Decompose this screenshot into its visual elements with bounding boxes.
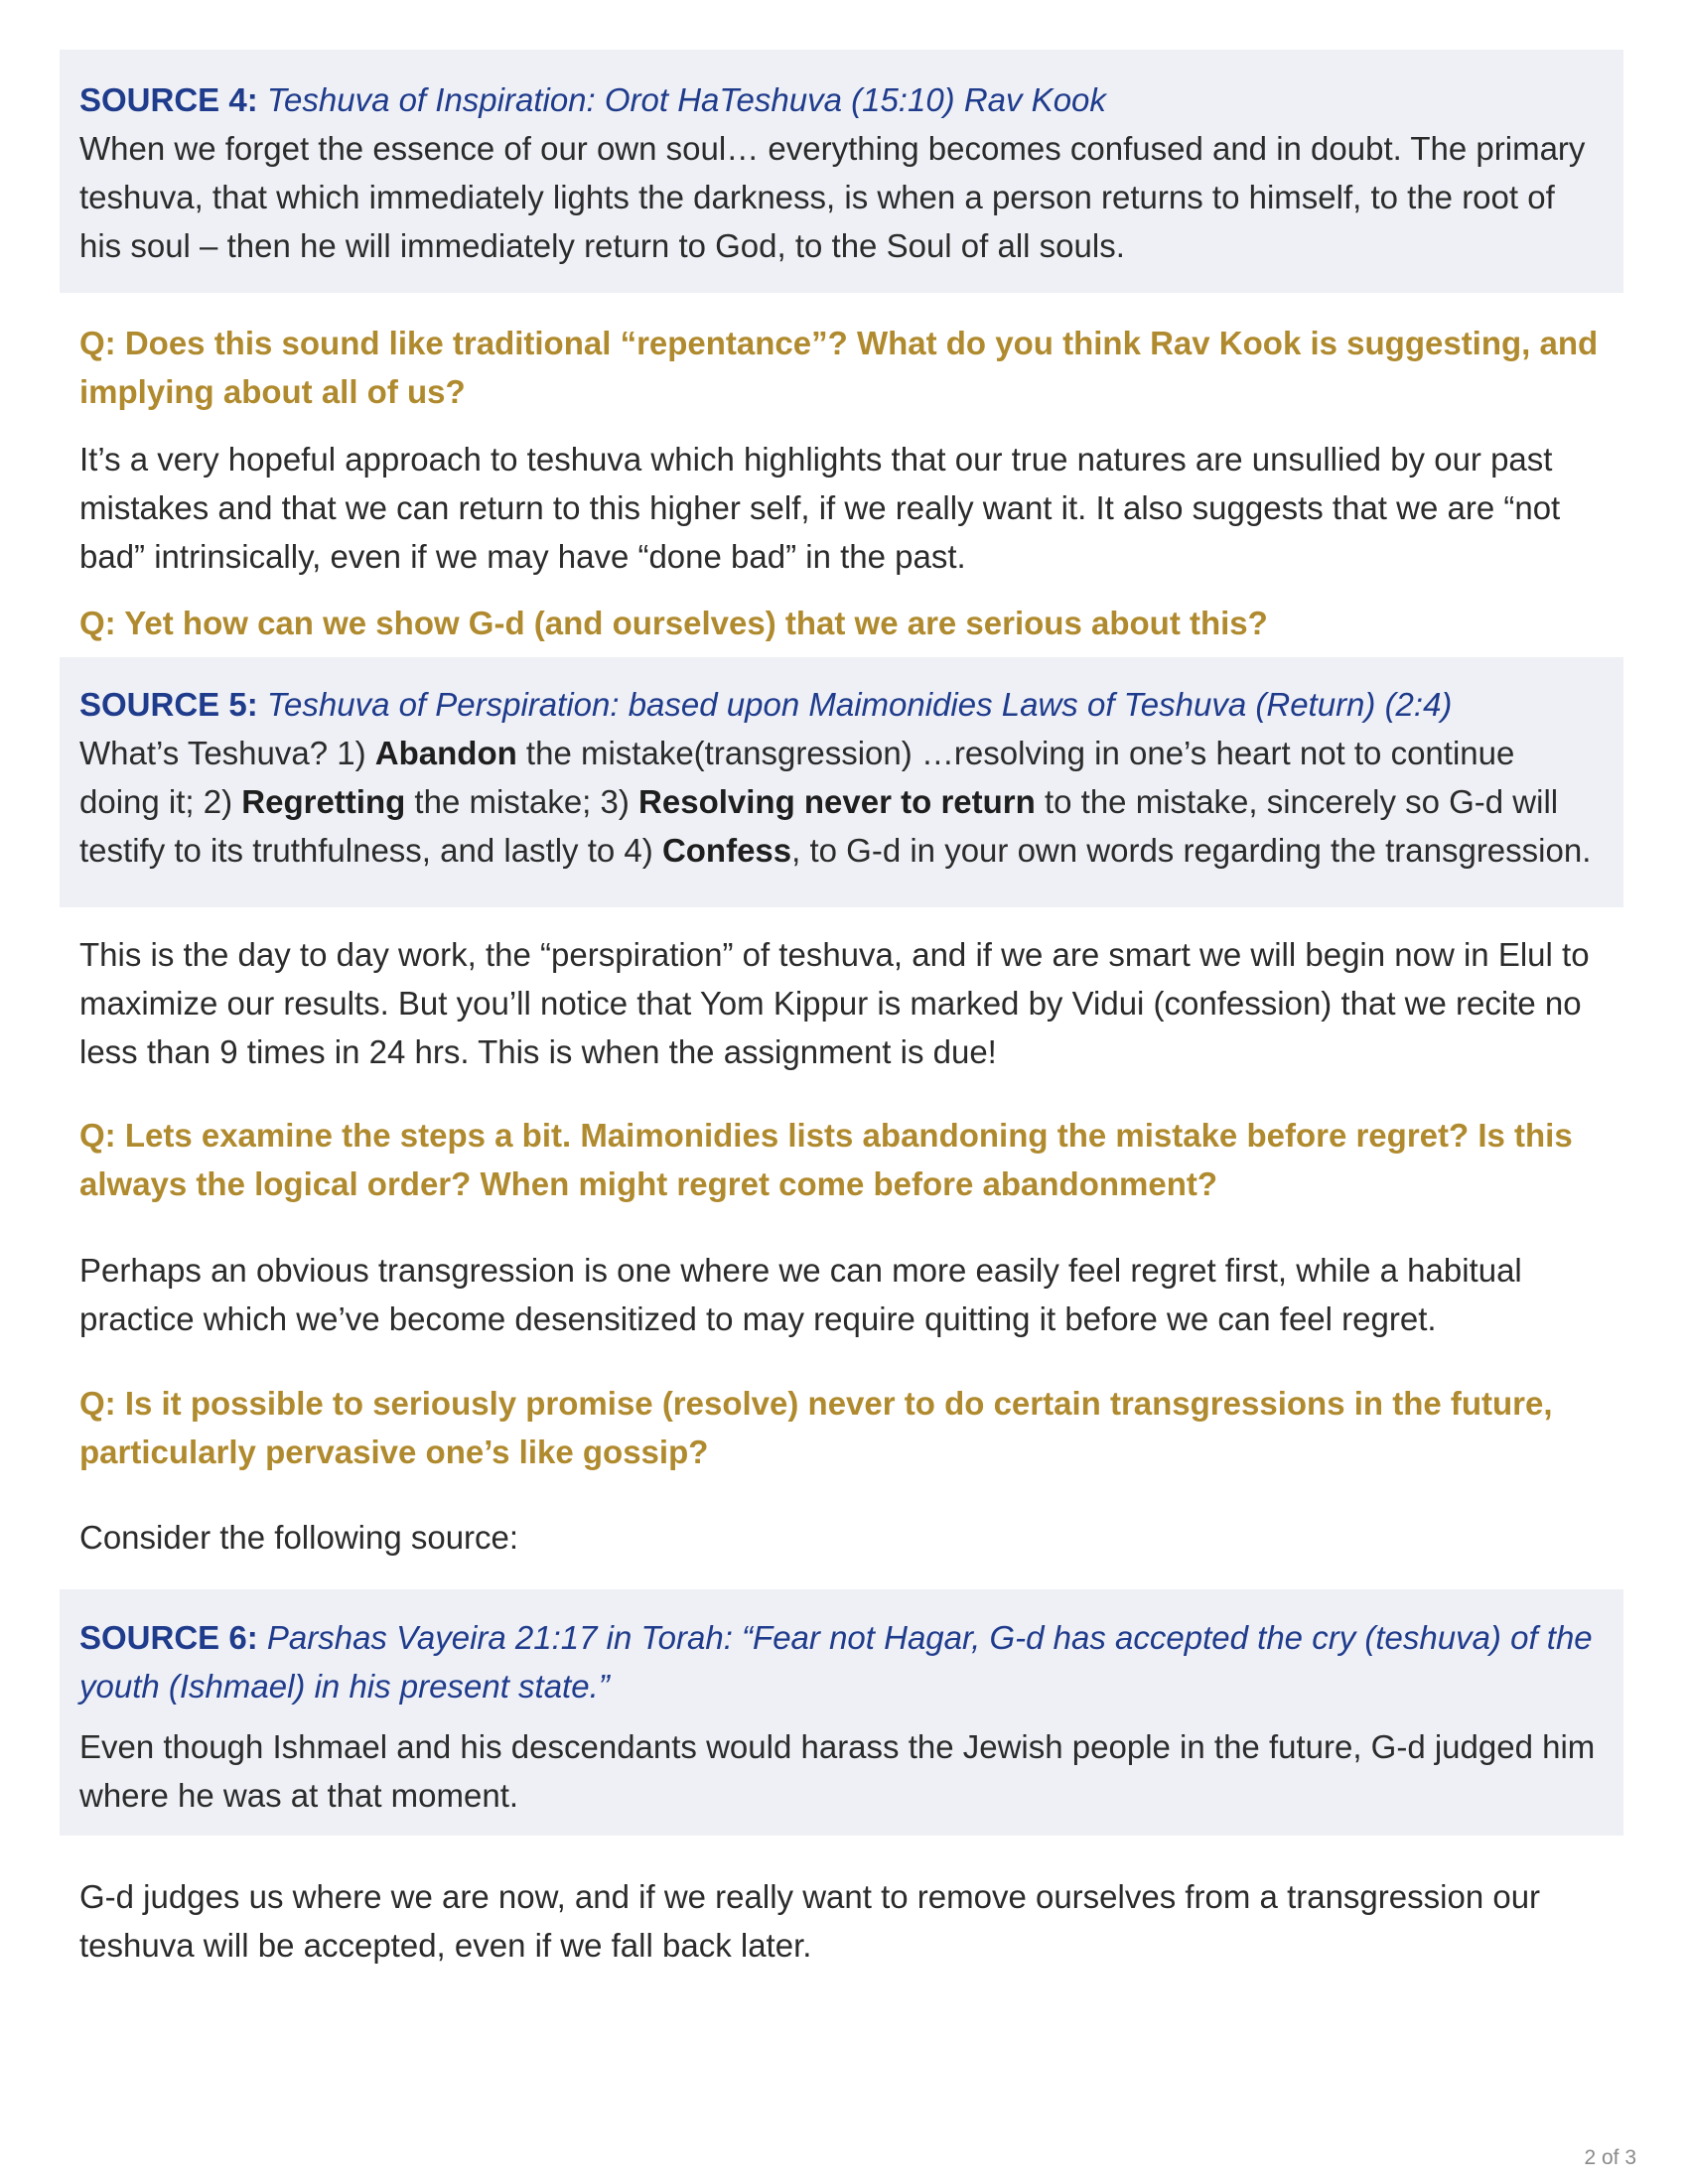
source-4-text: When we forget the essence of our own soul… everything becomes confused and in doubt. The primary teshuva, that which immediately lights the darkness, is when a person returns to himself, to the root of his soul – then he will immediately return to God, to the Soul of all souls. xyxy=(79,130,1586,264)
answer-1: It’s a very hopeful approach to teshuva which highlights that our true natures are unsullied by our past mistakes and that we can return to this higher self, if we really want it. It also suggests that we are “not bad” intrinsically, even if we may have “done bad” in the past. xyxy=(79,441,1561,575)
keyword-abandon: Abandon xyxy=(374,735,517,771)
source-5-text-1: What’s Teshuva? 1) xyxy=(79,735,375,771)
page-number: 2 of 3 xyxy=(1584,2146,1636,2169)
keyword-resolving: Resolving never to return xyxy=(638,783,1036,820)
keyword-confess: Confess xyxy=(661,832,792,869)
source-5-heading xyxy=(79,680,1604,729)
source-5-text-5: , to G-d in your own words regarding the transgression. xyxy=(791,832,1592,869)
source-6-citation: Parshas Vayeira 21:17 in Torah: “Fear not Hagar, G-d has accepted the cry (teshuva) of the youth (Ishmael) in his present state.” xyxy=(79,1619,1593,1705)
question-4-block xyxy=(79,1379,1623,1476)
answer-5-block xyxy=(79,1872,1623,1970)
question-1-block xyxy=(79,319,1623,416)
source-5-box xyxy=(60,657,1623,907)
question-3-block xyxy=(79,1111,1623,1208)
answer-2: This is the day to day work, the “perspiration” of teshuva, and if we are smart we will begin now in Elul to maximize our results. But you’ll notice that Yom Kippur is marked by Vidui (confession) that we recite no less than 9 times in 24 hrs. This is when the assignment is due! xyxy=(79,936,1590,1070)
source-5-text-4: to the mistake, sincerely so G-d will testify to its truthfulness, and lastly to 4) xyxy=(79,783,1559,869)
source-6-text: Even though Ishmael and his descendants would harass the Jewish people in the future, G-d judged him where he was at that moment. xyxy=(79,1728,1596,1814)
source-5-text-2: the mistake(transgression) …resolving in one’s heart not to continue doing it; 2) xyxy=(79,735,1515,820)
source-4-heading xyxy=(79,75,1604,124)
question-1: Q: Does this sound like traditional “repentance”? What do you think Rav Kook is suggesting, and implying about all of us? xyxy=(79,325,1599,410)
source-5-label: SOURCE 5: xyxy=(79,686,258,723)
answer-4-block xyxy=(79,1513,1623,1562)
answer-3-block xyxy=(79,1246,1623,1343)
answer-1-block xyxy=(79,435,1623,581)
question-2-block xyxy=(79,599,1623,647)
source-6-box xyxy=(60,1589,1623,1836)
answer-2-block xyxy=(79,930,1623,1076)
answer-5: G-d judges us where we are now, and if we really want to remove ourselves from a transgression our teshuva will be accepted, even if we fall back later. xyxy=(79,1878,1541,1964)
source-5-text xyxy=(79,729,1604,875)
question-4: Q: Is it possible to seriously promise (resolve) never to do certain transgressions in the future, particularly pervasive one’s like gossip? xyxy=(79,1385,1553,1470)
source-4-label: SOURCE 4: xyxy=(79,81,258,118)
question-3: Q: Lets examine the steps a bit. Maimonidies lists abandoning the mistake before regret? Is this always the logical order? When might regret come before abandonment? xyxy=(79,1117,1573,1202)
source-4-box xyxy=(60,50,1623,293)
answer-4: Consider the following source: xyxy=(79,1519,519,1556)
source-5-text-3: the mistake; 3) xyxy=(405,783,639,820)
source-6-label: SOURCE 6: xyxy=(79,1619,258,1656)
answer-3: Perhaps an obvious transgression is one where we can more easily feel regret first, while a habitual practice which we’ve become desensitized to may require quitting it before we can feel regret. xyxy=(79,1252,1522,1337)
source-6-heading xyxy=(79,1613,1604,1710)
keyword-regretting: Regretting xyxy=(241,783,406,820)
question-2: Q: Yet how can we show G-d (and ourselves) that we are serious about this? xyxy=(79,605,1268,641)
source-4-citation: Teshuva of Inspiration: Orot HaTeshuva (15:10) Rav Kook xyxy=(266,81,1106,118)
source-5-citation: Teshuva of Perspiration: based upon Maimonidies Laws of Teshuva (Return) (2:4) xyxy=(266,686,1453,723)
